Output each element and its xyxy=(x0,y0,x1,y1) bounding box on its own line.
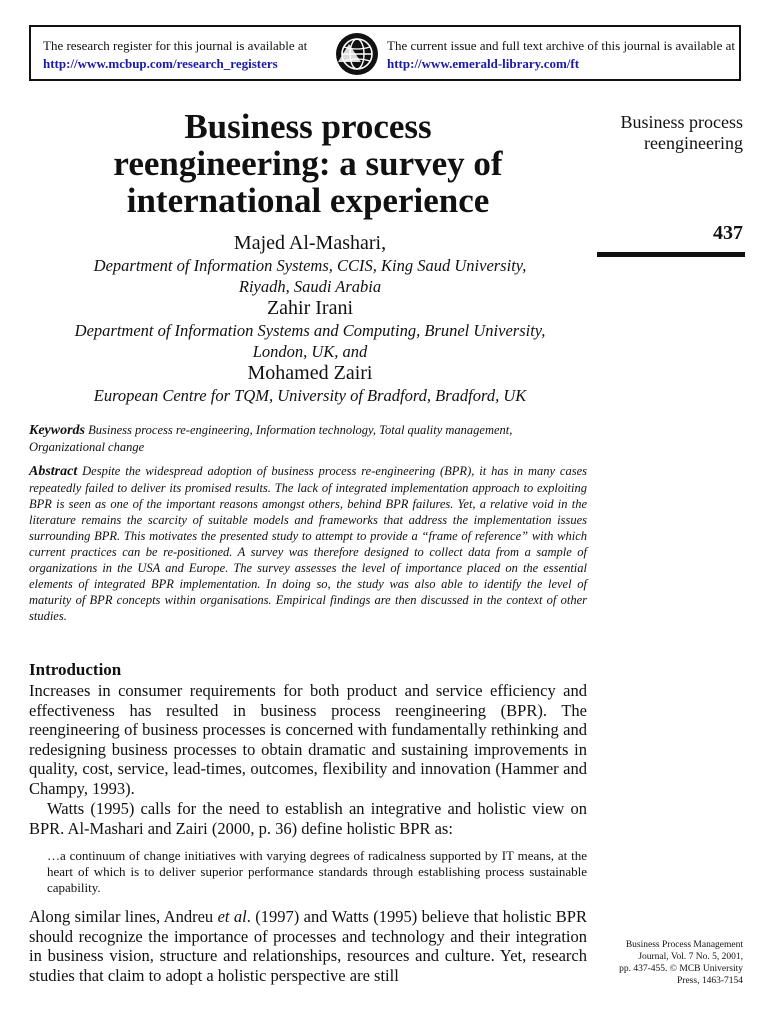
abstract-label: Abstract xyxy=(29,464,78,479)
research-register-link[interactable]: http://www.mcbup.com/research_registers xyxy=(43,56,278,71)
author-affiliation: London, UK, and xyxy=(252,342,368,361)
abstract-text: Despite the widespread adoption of business process re-engineering (BPR), it has in many cases repeatedly failed to deliver its promised results. The lack of integrated implementation approach to exploiting BPR is seen as one of the important reasons amongst others, behind BPR failures. Yet, a relative void in the literature remains the scarcity of suitable models and frameworks that address the implementation issues surrounding BPR. This motivates the presented study to attempt to provide a “frame of reference” with which current practices can be re-positioned. A survey was therefore designed to collect data from a sample of organizations in the USA and Europe. The survey assesses the level of importance placed on the essential elements of integrated BPR implementation. In doing so, the study was also able to identify the level of maturity of BPR concepts within organisations. Empirical findings are then discussed in the context of other studies. xyxy=(29,464,588,623)
margin-rule xyxy=(597,252,745,257)
paragraph-italic: et al xyxy=(217,907,247,926)
body-paragraph: Increases in consumer requirements for both product and service efficiency and effectiveness has resulted in business process reengineering (BPR). The reengineering of business processes is concerned with fundamentally rethinking and redesigning business processes to obtain dramatic and sustaining improvements in quality, cost, service, lead-times, outcomes, flexibility and innovation (Hammer and Champy, 1993). xyxy=(29,681,587,798)
research-register-notice xyxy=(43,37,307,73)
running-title xyxy=(621,112,744,154)
author-affiliation: Riyadh, Saudi Arabia xyxy=(238,277,382,296)
keywords-label: Keywords xyxy=(29,423,85,438)
paragraph-text: . (1997) and Watts (1995) believe that holistic BPR should recognize the importance of processes and technology and their integration in business vision, structure and relationships, resources and culture. Yet, research studies that claim to adopt a holistic perspective are still xyxy=(29,907,587,985)
author-affiliation: European Centre for TQM, University of Bradford, Bradford, UK xyxy=(93,386,527,405)
archive-text: The current issue and full text archive of this journal is available at xyxy=(387,38,735,53)
journal-citation xyxy=(593,939,743,987)
title-line: international experience xyxy=(126,181,490,220)
globe-icon xyxy=(335,32,379,76)
author-name: Zahir Irani xyxy=(266,297,354,319)
author-affiliation: Department of Information Systems and Computing, Brunel University, xyxy=(74,321,546,340)
running-title-line: Business process xyxy=(620,112,743,132)
author-affiliation: Department of Information Systems, CCIS, King Saud University, xyxy=(93,256,527,275)
citation-line: Business Process Management xyxy=(625,940,743,950)
research-register-text: The research register for this journal is available at xyxy=(43,38,308,53)
journal-banner xyxy=(29,25,741,81)
citation-line: pp. 437-455. © MCB University xyxy=(619,964,743,974)
author-name: Majed Al-Mashari, xyxy=(233,232,387,254)
section-heading: Introduction xyxy=(29,660,122,679)
page-number: 437 xyxy=(713,222,743,244)
citation-line: Journal, Vol. 7 No. 5, 2001, xyxy=(638,952,743,962)
title-line: Business process xyxy=(184,107,432,146)
body-paragraph xyxy=(29,907,587,985)
paragraph-text: Along similar lines, Andreu xyxy=(29,907,218,926)
block-quote: …a continuum of change initiatives with varying degrees of radicalness supported by IT means, at the heart of which is to deliver superior performance standards through establishing process sustainable capability. xyxy=(47,848,587,895)
body-paragraph: Watts (1995) calls for the need to establish an integrative and holistic view on BPR. Al-Mashari and Zairi (2000, p. 36) define holistic BPR as: xyxy=(29,799,587,838)
running-title-line: reengineering xyxy=(644,133,743,153)
abstract-block xyxy=(29,463,587,624)
paper-title xyxy=(30,108,586,219)
keywords-block xyxy=(29,422,587,455)
archive-link[interactable]: http://www.emerald-library.com/ft xyxy=(387,56,580,71)
citation-line: Press, 1463-7154 xyxy=(677,976,743,986)
author-name: Mohamed Zairi xyxy=(247,362,373,384)
archive-notice xyxy=(387,37,735,73)
title-line: reengineering: a survey of xyxy=(113,144,503,183)
keywords-text: Business process re-engineering, Information technology, Total quality management, Organizational change xyxy=(29,423,513,454)
author-list xyxy=(20,232,600,406)
